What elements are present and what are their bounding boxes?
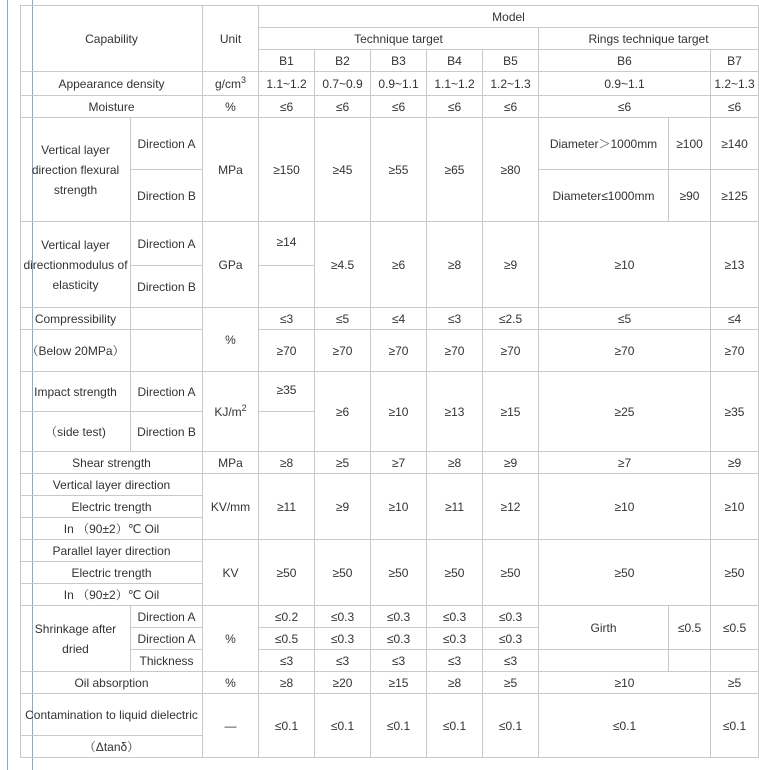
impact-b1-empty: [259, 412, 315, 452]
moisture-b2: ≤6: [315, 96, 371, 118]
impact-b6: ≥25: [539, 372, 711, 452]
density-b7: 1.2~1.3: [711, 72, 759, 96]
parallel-electric-b3: ≥50: [371, 540, 427, 606]
flexural-b7-large: ≥140: [711, 118, 759, 170]
recovery-b7: ≥70: [711, 330, 759, 372]
contamination-b7: ≤0.1: [711, 694, 759, 758]
density-b4: 1.1~1.2: [427, 72, 483, 96]
left-guide-line: [7, 0, 8, 770]
parallel-electric-label-3: In （90±2）℃ Oil: [21, 584, 203, 606]
shrinkage-r3-b6-empty: [539, 650, 669, 672]
shear-b7: ≥9: [711, 452, 759, 474]
compressibility-sub-empty: [131, 308, 203, 330]
flexural-direction-b: Direction B: [131, 170, 203, 222]
contamination-sub-label: （Δtanδ）: [21, 736, 203, 758]
shrinkage-unit: %: [203, 606, 259, 672]
modulus-direction-b: Direction B: [131, 266, 203, 308]
shrinkage-direction-a-1: Direction A: [131, 606, 203, 628]
shrinkage-b7: ≤0.5: [711, 606, 759, 650]
model-b1: B1: [259, 50, 315, 72]
recovery-b5: ≥70: [483, 330, 539, 372]
recovery-b1: ≥70: [259, 330, 315, 372]
flexural-b6-large-diameter-label: Diameter＞1000mm: [539, 118, 669, 170]
modulus-direction-a: Direction A: [131, 222, 203, 266]
compressibility-b3: ≤4: [371, 308, 427, 330]
model-b4: B4: [427, 50, 483, 72]
compressibility-b7: ≤4: [711, 308, 759, 330]
vertical-electric-b2: ≥9: [315, 474, 371, 540]
modulus-b1: ≥14: [259, 222, 315, 266]
shrinkage-r3-b6-empty-2: [669, 650, 711, 672]
parallel-electric-b6: ≥50: [539, 540, 711, 606]
model-b7: B7: [711, 50, 759, 72]
appearance-density-label: Appearance density: [21, 72, 203, 96]
shrinkage-r2-b5: ≤0.3: [483, 628, 539, 650]
density-b3: 0.9~1.1: [371, 72, 427, 96]
shrinkage-girth-label: Girth: [539, 606, 669, 650]
modulus-b5: ≥9: [483, 222, 539, 308]
vertical-electric-b7: ≥10: [711, 474, 759, 540]
impact-b4: ≥13: [427, 372, 483, 452]
compressibility-sub-label: （Below 20MPa）: [21, 330, 131, 372]
contamination-unit: —: [203, 694, 259, 758]
impact-b1: ≥35: [259, 372, 315, 412]
oil-absorption-b6: ≥10: [539, 672, 711, 694]
modulus-b2: ≥4.5: [315, 222, 371, 308]
recovery-b4: ≥70: [427, 330, 483, 372]
shrinkage-r3-b7-empty: [711, 650, 759, 672]
shrinkage-r2-b3: ≤0.3: [371, 628, 427, 650]
shrinkage-r2-b1: ≤0.5: [259, 628, 315, 650]
flexural-b6-large-diameter-value: ≥100: [669, 118, 711, 170]
vertical-electric-b6: ≥10: [539, 474, 711, 540]
vertical-electric-b3: ≥10: [371, 474, 427, 540]
vertical-electric-label-2: Electric trength: [21, 496, 203, 518]
recovery-b6: ≥70: [539, 330, 711, 372]
modulus-b1-empty: [259, 266, 315, 308]
moisture-b4: ≤6: [427, 96, 483, 118]
oil-absorption-b5: ≥5: [483, 672, 539, 694]
moisture-b5: ≤6: [483, 96, 539, 118]
impact-b7: ≥35: [711, 372, 759, 452]
shear-b5: ≥9: [483, 452, 539, 474]
capability-header: Capability: [21, 6, 203, 72]
modulus-b3: ≥6: [371, 222, 427, 308]
flexural-b5: ≥80: [483, 118, 539, 222]
parallel-electric-b4: ≥50: [427, 540, 483, 606]
compressibility-unit: %: [203, 308, 259, 372]
oil-absorption-b2: ≥20: [315, 672, 371, 694]
compressibility-b5: ≤2.5: [483, 308, 539, 330]
model-b3: B3: [371, 50, 427, 72]
impact-direction-a: Direction A: [131, 372, 203, 412]
moisture-b6: ≤6: [539, 96, 711, 118]
shrinkage-label: Shrinkage after dried: [21, 606, 131, 672]
parallel-electric-label-1: Parallel layer direction: [21, 540, 203, 562]
flexural-b3: ≥55: [371, 118, 427, 222]
flexural-b6-small-diameter-value: ≥90: [669, 170, 711, 222]
compressibility-sub-empty-2: [131, 330, 203, 372]
compressibility-label: Compressibility: [21, 308, 131, 330]
compressibility-b2: ≤5: [315, 308, 371, 330]
shear-unit: MPa: [203, 452, 259, 474]
unit-header: Unit: [203, 6, 259, 72]
contamination-b6: ≤0.1: [539, 694, 711, 758]
shear-b4: ≥8: [427, 452, 483, 474]
modulus-b4: ≥8: [427, 222, 483, 308]
modulus-label: Vertical layer directionmodulus of elasticity: [21, 222, 131, 308]
moisture-label: Moisture: [21, 96, 203, 118]
moisture-b7: ≤6: [711, 96, 759, 118]
contamination-b2: ≤0.1: [315, 694, 371, 758]
shrinkage-r1-b3: ≤0.3: [371, 606, 427, 628]
flexural-b1: ≥150: [259, 118, 315, 222]
model-b2: B2: [315, 50, 371, 72]
oil-absorption-b7: ≥5: [711, 672, 759, 694]
flexural-unit: MPa: [203, 118, 259, 222]
vertical-electric-b5: ≥12: [483, 474, 539, 540]
shrinkage-r1-b2: ≤0.3: [315, 606, 371, 628]
recovery-b2: ≥70: [315, 330, 371, 372]
compressibility-b4: ≤3: [427, 308, 483, 330]
impact-b2: ≥6: [315, 372, 371, 452]
density-b2: 0.7~0.9: [315, 72, 371, 96]
shear-strength-label: Shear strength: [21, 452, 203, 474]
shrinkage-r3-b2: ≤3: [315, 650, 371, 672]
parallel-electric-label-2: Electric trength: [21, 562, 203, 584]
rings-target-header: Rings technique target: [539, 28, 759, 50]
compressibility-b1: ≤3: [259, 308, 315, 330]
flexural-strength-label: Vertical layer direction flexural strength: [21, 118, 131, 222]
vertical-electric-label-1: Vertical layer direction: [21, 474, 203, 496]
vertical-electric-label-3: In （90±2）℃ Oil: [21, 518, 203, 540]
contamination-b5: ≤0.1: [483, 694, 539, 758]
density-b1: 1.1~1.2: [259, 72, 315, 96]
shear-b6: ≥7: [539, 452, 711, 474]
shrinkage-r1-b5: ≤0.3: [483, 606, 539, 628]
shrinkage-direction-a-2: Direction A: [131, 628, 203, 650]
moisture-b1: ≤6: [259, 96, 315, 118]
impact-direction-b: Direction B: [131, 412, 203, 452]
capability-table: [20, 5, 759, 758]
contamination-b1: ≤0.1: [259, 694, 315, 758]
oil-absorption-label: Oil absorption: [21, 672, 203, 694]
shrinkage-r3-b5: ≤3: [483, 650, 539, 672]
parallel-electric-unit: KV: [203, 540, 259, 606]
model-b5: B5: [483, 50, 539, 72]
impact-unit: $KJ/m^2$: [203, 372, 259, 452]
flexural-b2: ≥45: [315, 118, 371, 222]
impact-b5: ≥15: [483, 372, 539, 452]
shrinkage-r2-b2: ≤0.3: [315, 628, 371, 650]
oil-absorption-b4: ≥8: [427, 672, 483, 694]
moisture-unit: %: [203, 96, 259, 118]
parallel-electric-b7: ≥50: [711, 540, 759, 606]
flexural-direction-a: Direction A: [131, 118, 203, 170]
oil-absorption-b1: ≥8: [259, 672, 315, 694]
oil-absorption-b3: ≥15: [371, 672, 427, 694]
compressibility-b6: ≤5: [539, 308, 711, 330]
shear-b2: ≥5: [315, 452, 371, 474]
appearance-density-unit: $g/cm^3$: [203, 72, 259, 96]
model-header: Model: [259, 6, 759, 28]
recovery-b3: ≥70: [371, 330, 427, 372]
parallel-electric-b5: ≥50: [483, 540, 539, 606]
shrinkage-r3-b4: ≤3: [427, 650, 483, 672]
parallel-electric-b1: ≥50: [259, 540, 315, 606]
parallel-electric-b2: ≥50: [315, 540, 371, 606]
technique-target-header: Technique target: [259, 28, 539, 50]
impact-b3: ≥10: [371, 372, 427, 452]
impact-side-test-label: （side test): [21, 412, 131, 452]
shrinkage-r3-b3: ≤3: [371, 650, 427, 672]
contamination-label: Contamination to liquid dielectric: [21, 694, 203, 736]
vertical-electric-b4: ≥11: [427, 474, 483, 540]
vertical-electric-b1: ≥11: [259, 474, 315, 540]
flexural-b6-small-diameter-label: Diameter≤1000mm: [539, 170, 669, 222]
shrinkage-r3-b1: ≤3: [259, 650, 315, 672]
modulus-b7: ≥13: [711, 222, 759, 308]
impact-strength-label: Impact strength: [21, 372, 131, 412]
shrinkage-r1-b4: ≤0.3: [427, 606, 483, 628]
oil-absorption-unit: %: [203, 672, 259, 694]
contamination-b4: ≤0.1: [427, 694, 483, 758]
moisture-b3: ≤6: [371, 96, 427, 118]
shear-b3: ≥7: [371, 452, 427, 474]
model-b6: B6: [539, 50, 711, 72]
modulus-unit: GPa: [203, 222, 259, 308]
density-b5: 1.2~1.3: [483, 72, 539, 96]
modulus-b6: ≥10: [539, 222, 711, 308]
shrinkage-r2-b4: ≤0.3: [427, 628, 483, 650]
density-b6: 0.9~1.1: [539, 72, 711, 96]
shrinkage-thickness-label: Thickness: [131, 650, 203, 672]
flexural-b4: ≥65: [427, 118, 483, 222]
shear-b1: ≥8: [259, 452, 315, 474]
vertical-electric-unit: KV/mm: [203, 474, 259, 540]
flexural-b7-small: ≥125: [711, 170, 759, 222]
shrinkage-r1-b1: ≤0.2: [259, 606, 315, 628]
contamination-b3: ≤0.1: [371, 694, 427, 758]
shrinkage-girth-value: ≤0.5: [669, 606, 711, 650]
